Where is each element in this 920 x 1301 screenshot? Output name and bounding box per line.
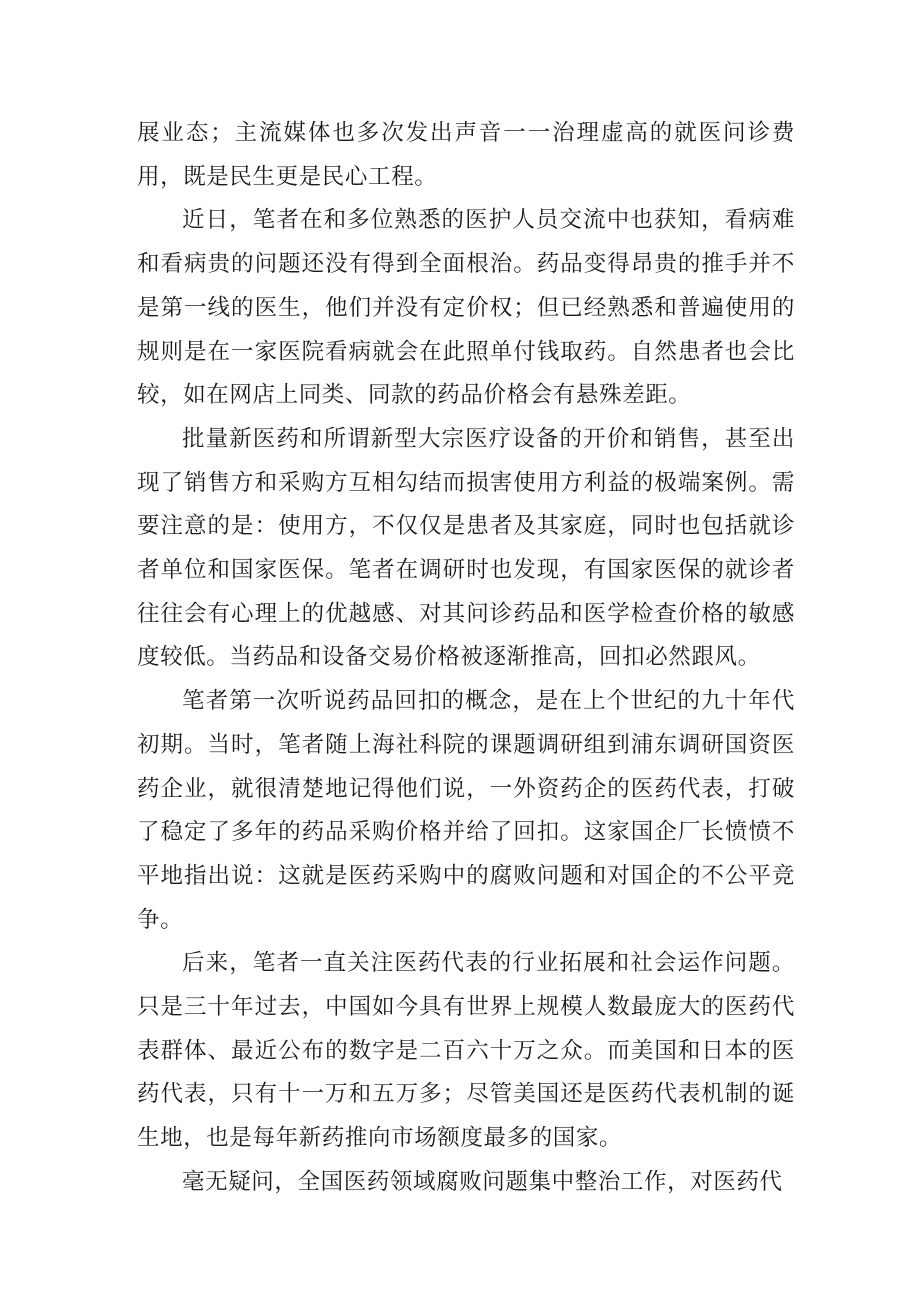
paragraph-1: 展业态；主流媒体也多次发出声音一一治理虚高的就医问诊费用，既是民生更是民心工程。 [137,120,795,190]
paragraph-4: 笔者第一次听说药品回扣的概念，是在上个世纪的九十年代初期。当时，笔者随上海社科院的课题调研组到浦东调研国资医药企业，就很清楚地记得他们说，一外资药企的医药代表，打破了稳定了多年的药品采购价格并给了回扣。这家国企厂长愤愤不平地指出说：这就是医药采购中的腐败问题和对国企的不公平竞争。 [137,688,795,933]
paragraph-6: 毫无疑问，全国医药领域腐败问题集中整治工作，对医药代 [182,1168,783,1195]
article-body [137,112,795,1205]
paragraph-5: 后来，笔者一直关注医药代表的行业拓展和社会运作问题。只是三十年过去，中国如今具有世界上规模人数最庞大的医药代表群体、最近公布的数字是二百六十万之众。而美国和日本的医药代表，只有十一万和五万多；尽管美国还是医药代表机制的诞生地，也是每年新药推向市场额度最多的国家。 [137,950,795,1152]
paragraph-3: 批量新医药和所谓新型大宗医疗设备的开价和销售，甚至出现了销售方和采购方互相勾结而损害使用方利益的极端案例。需要注意的是：使用方，不仅仅是患者及其家庭，同时也包括就诊者单位和国家医保。笔者在调研时也发现，有国家医保的就诊者往往会有心理上的优越感、对其问诊药品和医学检查价格的敏感度较低。当药品和设备交易价格被逐渐推高，回扣必然跟风。 [137,425,795,671]
paragraph-2: 近日，笔者在和多位熟悉的医护人员交流中也获知，看病难和看病贵的问题还没有得到全面根治。药品变得昂贵的推手并不是第一线的医生，他们并没有定价权；但已经熟悉和普遍使用的规则是在一家医院看病就会在此照单付钱取药。自然患者也会比较，如在网店上同类、同款的药品价格会有悬殊差距。 [137,207,795,409]
